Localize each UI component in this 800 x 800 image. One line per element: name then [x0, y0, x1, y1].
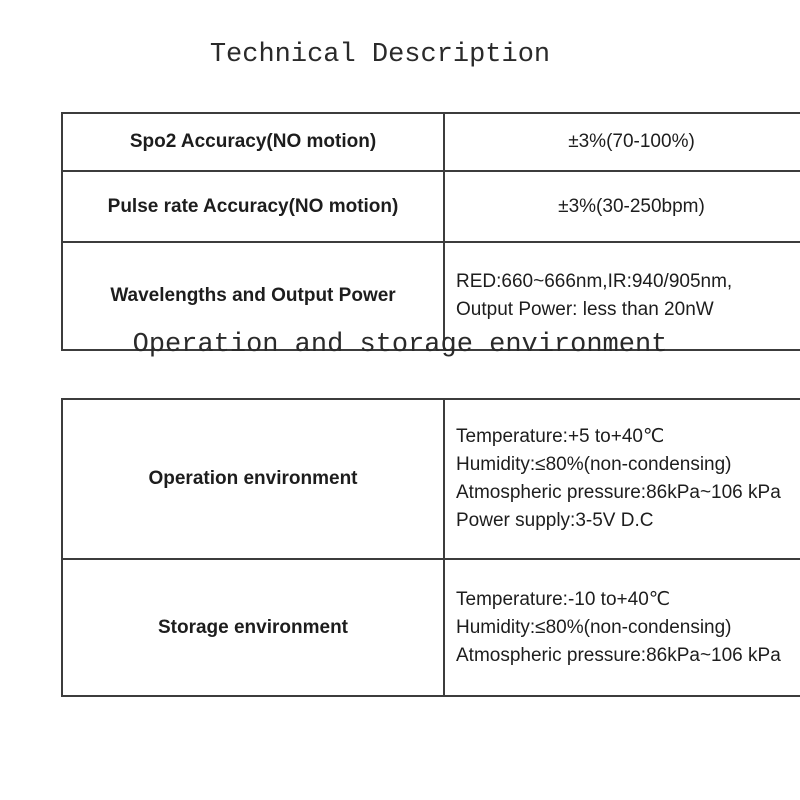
storage-pressure-line: Atmospheric pressure:86kPa~106 kPa	[456, 644, 781, 666]
wavelengths-line: RED:660~666nm,IR:940/905nm,	[456, 271, 733, 292]
technical-description-table	[61, 112, 800, 351]
row-label-pulse-rate-accuracy: Pulse rate Accuracy(NO motion)	[62, 171, 444, 242]
row-value-operation-environment	[444, 399, 800, 559]
environment-table	[61, 398, 800, 697]
row-label-storage-environment: Storage environment	[62, 559, 444, 696]
table-row-spo2-accuracy	[62, 113, 800, 171]
storage-temperature-line: Temperature:-10 to+40℃	[456, 588, 671, 610]
row-value-spo2-accuracy: ±3%(70-100%)	[444, 113, 800, 171]
operation-humidity-line: Humidity:≤80%(non-condensing)	[456, 454, 732, 475]
row-label-wavelengths-output-power: Wavelengths and Output Power	[62, 242, 444, 350]
storage-humidity-line: Humidity:≤80%(non-condensing)	[456, 616, 732, 638]
row-value-storage-environment	[444, 559, 800, 696]
operation-temperature-line: Temperature:+5 to+40℃	[456, 426, 665, 447]
operation-power-supply-line: Power supply:3-5V D.C	[456, 510, 654, 531]
section-title-operation-storage-environment: Operation and storage environment	[132, 330, 668, 360]
row-label-operation-environment: Operation environment	[62, 399, 444, 559]
row-label-spo2-accuracy: Spo2 Accuracy(NO motion)	[62, 113, 444, 171]
table-row-pulse-rate-accuracy	[62, 171, 800, 242]
row-value-pulse-rate-accuracy: ±3%(30-250bpm)	[444, 171, 800, 242]
operation-pressure-line: Atmospheric pressure:86kPa~106 kPa	[456, 482, 781, 503]
table-row-storage-environment	[62, 559, 800, 696]
section-title-technical-description: Technical Description	[209, 40, 551, 70]
output-power-line: Output Power: less than 20nW	[456, 299, 714, 320]
table-row-operation-environment	[62, 399, 800, 559]
